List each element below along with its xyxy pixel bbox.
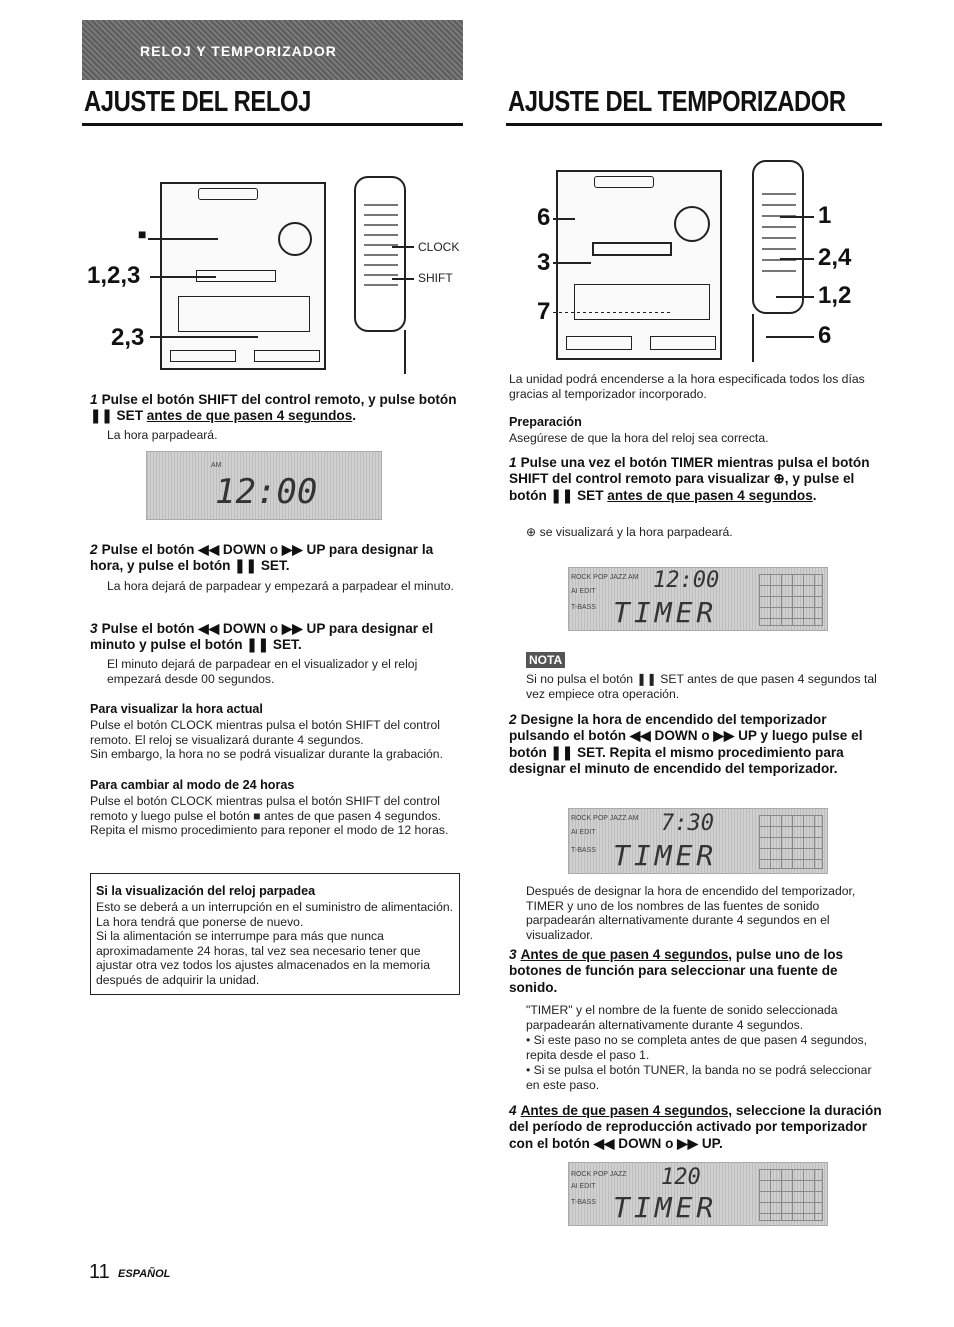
right-step-2: 2 Designe la hora de encendido del temporizador pulsando el botón ◀◀ DOWN o ▶▶ UP y luego pulse el botón ❚❚ SET. Repita el mismo procedimiento para designar el minuto de encendido del temporizador.: [509, 712, 863, 777]
mode24-heading: Para cambiar al modo de 24 horas: [90, 778, 295, 792]
remote-control-illustration: [752, 160, 804, 314]
left-step-2: 2 Pulse el botón ◀◀ DOWN o ▶▶ UP para designar la hora, y pulse el botón ❚❚ SET.: [90, 542, 434, 574]
callout-stop: ■: [138, 226, 147, 242]
blink-info-heading: Si la visualización del reloj parpadea: [96, 884, 316, 898]
timer-lcd-display-2: ROCK POP JAZZ AM AI EDIT T-BASS 7:30 TIMER: [568, 808, 828, 874]
section-header: [82, 20, 463, 80]
label-shift: SHIFT: [418, 271, 453, 285]
right-title-rule: [506, 123, 882, 126]
left-title: AJUSTE DEL RELOJ: [84, 86, 311, 118]
right-title: AJUSTE DEL TEMPORIZADOR: [508, 86, 846, 118]
section-header-label: RELOJ Y TEMPORIZADOR: [140, 43, 337, 59]
timer-intro: La unidad podrá encenderse a la hora especificada todos los días gracias al temporizador incorporado.: [509, 372, 865, 401]
remote-control-illustration: [354, 176, 406, 332]
page-number: 11: [89, 1261, 110, 1283]
right-step-3-bullet-2: • Si se pulsa el botón TUNER, la banda no se podrá seleccionar en este paso.: [526, 1063, 872, 1092]
timer-lcd-display-3: ROCK POP JAZZ AI EDIT T-BASS 120 TIMER: [568, 1162, 828, 1226]
prep-heading: Preparación: [509, 415, 582, 429]
right-step-2-note: Después de designar la hora de encendido del temporizador, TIMER y uno de los nombres de las fuentes de sonido parpadearán alternativamente durante 4 segundos en el visualizador.: [526, 884, 856, 942]
right-step-4: 4 Antes de que pasen 4 segundos, seleccione la duración del período de reproducción activado por temporizador con el botón ◀◀ DOWN o ▶▶ UP.: [509, 1103, 882, 1151]
callout-1: 1: [818, 202, 832, 229]
callout-1-2: 1,2: [818, 282, 852, 309]
view-time-heading: Para visualizar la hora actual: [90, 702, 263, 716]
left-step-1-note: La hora parpadeará.: [107, 428, 218, 442]
right-step-1: 1 Pulse una vez el botón TIMER mientras pulsa el botón SHIFT del control remoto para visualizar ⊕, y pulse el botón ❚❚ SET antes de que pasen 4 segundos.: [509, 455, 870, 503]
right-step-3-note: "TIMER" y el nombre de la fuente de sonido seleccionada parpadearán alternativamente durante 4 segundos.: [526, 1003, 838, 1032]
callout-2-4: 2,4: [818, 244, 852, 271]
label-clock: CLOCK: [418, 240, 460, 254]
right-step-1-note: ⊕ se visualizará y la hora parpadeará.: [526, 525, 733, 539]
prep-body: Asegúrese de que la hora del reloj sea correcta.: [509, 431, 769, 445]
right-step-3: 3 Antes de que pasen 4 segundos, pulse uno de los botones de función para seleccionar una fuente de sonido.: [509, 947, 844, 995]
stereo-unit-illustration: [556, 170, 722, 360]
timer-lcd-display-1: ROCK POP JAZZ AM AI EDIT T-BASS 12:00 TIMER: [568, 567, 828, 631]
left-step-3: 3 Pulse el botón ◀◀ DOWN o ▶▶ UP para designar el minuto y pulse el botón ❚❚ SET.: [90, 621, 434, 653]
blink-info-box: [90, 873, 460, 995]
nota-badge: NOTA: [526, 652, 565, 668]
clock-lcd-display: AM 12:00: [146, 451, 382, 520]
nota-body: Si no pulsa el botón ❚❚ SET antes de que pasen 4 segundos tal vez empiece otra operación.: [526, 672, 877, 701]
page-language: ESPAÑOL: [118, 1268, 171, 1280]
callout-3: 3: [537, 249, 551, 276]
left-step-3-note: El minuto dejará de parpadear en el visualizador y el reloj empezará desde 00 segundos.: [107, 657, 418, 686]
blink-info-body: Esto se deberá a un interrupción en el suministro de alimentación. La hora tendrá que ponerse de nuevo. Si la alimentación se interrumpe para más que nunca aproximadamente 24 horas, tal vez sea necesario tener que ajustar otra vez todos los ajustes almacenados en la memoria después de adquirir la unidad.: [96, 900, 454, 987]
callout-2-3: 2,3: [111, 324, 145, 351]
left-step-2-note: La hora dejará de parpadear y empezará a parpadear el minuto.: [107, 579, 454, 593]
mode24-body: Pulse el botón CLOCK mientras pulsa el botón SHIFT del control remoto y luego pulse el botón ■ antes de que pasen 4 segundos. Repita el mismo procedimiento para reponer el modo de 12 horas.: [90, 794, 449, 838]
left-title-rule: [82, 123, 463, 126]
callout-6-right: 6: [818, 322, 832, 349]
callout-7: 7: [537, 298, 551, 325]
view-time-body: Pulse el botón CLOCK mientras pulsa el botón SHIFT del control remoto. El reloj se visualizará durante 4 segundos. Sin embargo, la hora no se podrá visualizar durante la grabación.: [90, 718, 443, 762]
callout-1-2-3: 1,2,3: [87, 262, 141, 289]
callout-6: 6: [537, 204, 551, 231]
right-step-3-bullet-1: • Si este paso no se completa antes de que pasen 4 segundos, repita desde el paso 1.: [526, 1033, 868, 1062]
left-step-1: 1 Pulse el botón SHIFT del control remoto, y pulse botón ❚❚ SET antes de que pasen 4 segundos.: [90, 392, 457, 424]
